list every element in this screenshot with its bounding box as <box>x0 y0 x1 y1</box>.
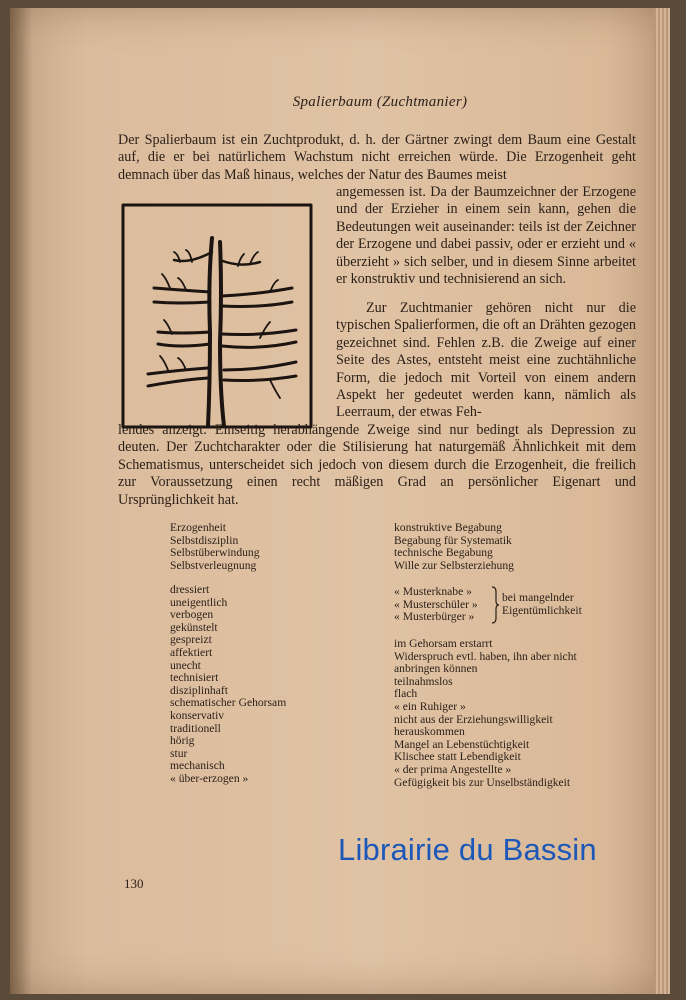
list-item: hörig <box>170 734 195 748</box>
note-line: bei mangelnder <box>502 591 574 604</box>
brace-note <box>502 592 582 617</box>
trait-list-right-1 <box>394 522 514 572</box>
list-item: « der prima Angestellte » <box>394 762 512 776</box>
list-item: gekünstelt <box>170 620 218 634</box>
list-item: Erzogenheit <box>170 521 227 534</box>
list-item: Mangel an Lebenstüchtigkeit <box>394 737 530 751</box>
list-item: « Musterschüler » <box>394 597 478 611</box>
list-item: technisiert <box>170 671 219 685</box>
list-item: Wille zur Selbsterziehung <box>394 558 514 572</box>
list-item: Selbstdisziplin <box>170 533 239 547</box>
list-item: Widerspruch evtl. haben, ihn aber nicht <box>394 649 577 663</box>
list-item: anbringen können <box>394 662 478 676</box>
list-item: verbogen <box>170 608 214 622</box>
list-item: Begabung für Systematik <box>394 533 512 547</box>
list-item: traditionell <box>170 721 221 735</box>
list-item: mechanisch <box>170 759 225 773</box>
list-item: affektiert <box>170 645 213 659</box>
list-item: unecht <box>170 658 201 672</box>
list-item: im Gehorsam erstarrt <box>394 637 493 650</box>
spine-shadow <box>10 8 32 994</box>
paragraph-3: Zur Zuchtmanier gehören nicht nur die typischen Spalierformen, die oft an Drähten gezogen gezeichnet sind. Fehlen z.B. die Zweige auf einer Seite des Astes, entsteht meist eine zuchtähnliche Form, die jedoch mit Vorteil von einem andern Aspekt her gedeutet werden kann, nämlich als Leerraum, der etwas Feh- <box>336 300 636 421</box>
list-item: teilnahmslos <box>394 674 453 688</box>
page-header: Spalierbaum (Zuchtmanier) <box>292 94 468 110</box>
list-item: gespreizt <box>170 633 212 647</box>
page-edge <box>654 8 670 994</box>
list-item: « Musterknabe » <box>394 585 472 598</box>
list-item: « ein Ruhiger » <box>394 699 466 713</box>
list-item: stur <box>170 746 188 760</box>
list-item: « Musterbürger » <box>394 610 475 624</box>
list-item: konstruktive Begabung <box>394 521 502 534</box>
list-item: konservativ <box>170 708 225 722</box>
paragraph-2: angemessen ist. Da der Baumzeichner der Erzogene und der Erzieher in einem sein kann, gehen die Bedeutungen weit auseinander: teils ist der Zeichner der Erzogene und dabei passiv, oder er erzieht und « überzieht » sich selber, und in diesem Sinne arbeitet er konstruktiv und technisierend an sich. <box>336 184 636 288</box>
trait-list-left-2 <box>170 584 286 786</box>
list-item: « über-erzogen » <box>170 771 249 785</box>
list-item: schematischer Gehorsam <box>170 696 287 710</box>
note-line: Eigentümlichkeit <box>502 603 582 617</box>
list-item: disziplinhaft <box>170 683 228 697</box>
list-item: Klischee statt Lebendigkeit <box>394 750 521 764</box>
tree-illustration <box>120 202 314 430</box>
paragraph-4: lendes anzeigt. Einseitig herabhängende Zweige sind nur bedingt als Depression zu deuten. Der Zuchtcharakter oder die Stilisierung hat naturgemäß Ähnlichkeit mit dem Schematismus, unterscheidet sich jedoch von diesem durch die Erzogenheit, die freilich zur Voraussetzung einen recht mäßigen Grad an persönlicher Eigenart und Ursprünglichkeit hat. <box>118 422 636 508</box>
list-item: Gefügigkeit bis zur Unselbständigkeit <box>394 775 571 789</box>
espalier-tree-drawing <box>120 202 314 430</box>
watermark: Librairie du Bassin <box>338 832 597 867</box>
trait-list-left-1 <box>170 522 260 572</box>
list-item: uneigentlich <box>170 595 228 609</box>
list-item: Selbstverleugnung <box>170 558 257 572</box>
page-number: 130 <box>124 876 144 891</box>
list-item: flach <box>394 687 418 701</box>
list-item: technische Begabung <box>394 546 493 560</box>
list-item: Selbstüberwindung <box>170 546 260 560</box>
list-item: herauskommen <box>394 725 465 739</box>
curly-brace <box>490 586 500 624</box>
paragraph-1: Der Spalierbaum ist ein Zuchtprodukt, d. h. der Gärtner zwingt dem Baum eine Gestalt auf, die er bei natürlichem Wachstum nicht erreichen würde. Die Erzogenheit geht demnach über das Maß hinaus, welches der Natur des Baumes meist <box>118 132 636 183</box>
list-item: nicht aus der Erziehungswilligkeit <box>394 712 553 726</box>
trait-list-right-2 <box>394 586 478 624</box>
list-item: dressiert <box>170 583 210 596</box>
trait-list-right-3 <box>394 638 577 789</box>
